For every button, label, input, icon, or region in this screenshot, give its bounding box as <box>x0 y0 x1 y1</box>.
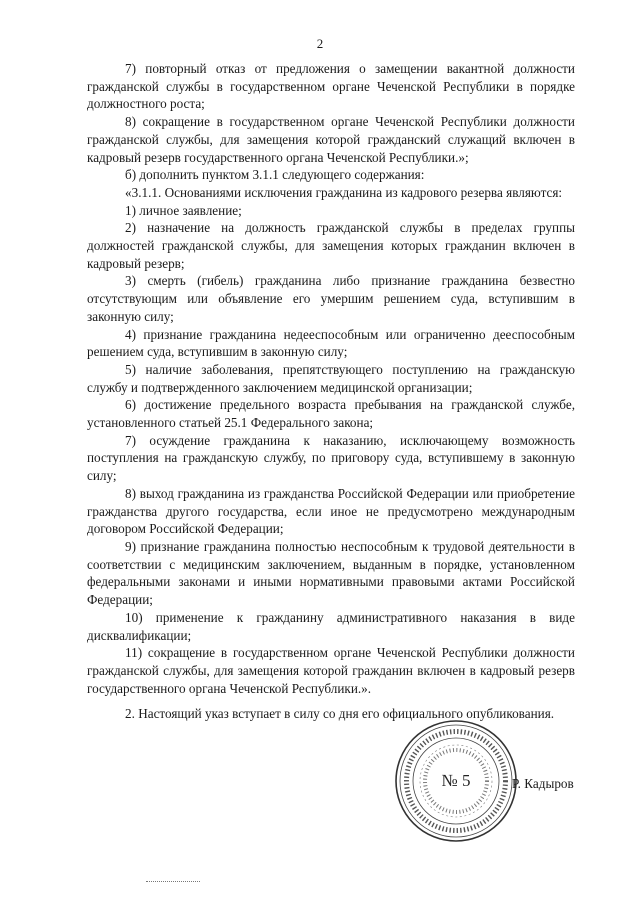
list-item-5: 5) наличие заболевания, препятствующего поступлению на гражданскую службу и подтвержденного заключением медицинской организации; <box>87 361 575 395</box>
seal-number: № 5 <box>441 771 471 790</box>
list-item-10: 10) применение к гражданину административного наказания в виде дисквалификации; <box>87 609 575 643</box>
official-seal-stamp <box>394 719 518 843</box>
paragraph-effective-date: 2. Настоящий указ вступает в силу со дня его официального опубликования. <box>125 706 555 722</box>
paragraph-clause-3-1-1: «3.1.1. Основаниями исключения гражданина из кадрового резерва являются: <box>125 184 563 200</box>
paragraph-item-7: 7) повторный отказ от предложения о замещении вакантной должности гражданской службы в государственном органе Чеченской Республики в порядке должностного роста; <box>87 61 575 112</box>
list-item-1: 1) личное заявление; <box>125 202 242 218</box>
list-item-2: 2) назначение на должность гражданской службы в пределах группы должностей гражданской службы, для замещения которых гражданин включен в кадровый резерв; <box>87 220 575 271</box>
list-item-11: 11) сокращение в государственном органе Чеченской Республики должности гражданской службы, для замещения которой гражданин включен в кадровый резерв государственного органа Чеченской Республики.». <box>87 645 575 696</box>
footer-mark <box>146 881 200 885</box>
paragraph-amendment-b: б) дополнить пунктом 3.1.1 следующего содержания: <box>125 167 425 183</box>
paragraph-item-8: 8) сокращение в государственном органе Чеченской Республики должности гражданской службы, для замещения которой гражданский служащий включен в кадровый резерв государственного органа Чеченской Республики.»; <box>87 114 575 165</box>
list-item-3: 3) смерть (гибель) гражданина либо признание гражданина безвестно отсутствующим или объявление его умершим решением суда, вступившим в законную силу; <box>87 273 575 324</box>
document-body <box>87 60 575 723</box>
list-item-9: 9) признание гражданина полностью неспособным к трудовой деятельности в соответствии с медицинским заключением, выданным в порядке, установленном федеральными законами и иными нормативными правовыми актами Российской Федерации; <box>87 538 575 608</box>
list-item-6: 6) достижение предельного возраста пребывания на гражданской службе, установленного статьей 25.1 Федерального закона; <box>87 397 575 431</box>
page-number: 2 <box>316 36 324 51</box>
list-item-8: 8) выход гражданина из гражданства Российской Федерации или приобретение гражданства другого государства, если иное не предусмотрено международным договором Российской Федерации; <box>87 485 575 537</box>
signature-name: Р. Кадыров <box>512 776 574 791</box>
list-item-4: 4) признание гражданина недееспособным или ограниченно дееспособным решением суда, вступившим в законную силу; <box>87 326 575 360</box>
list-item-7: 7) осуждение гражданина к наказанию, исключающему возможность поступления на гражданскую службу, по приговору суда, вступившему в законную силу; <box>87 432 575 484</box>
